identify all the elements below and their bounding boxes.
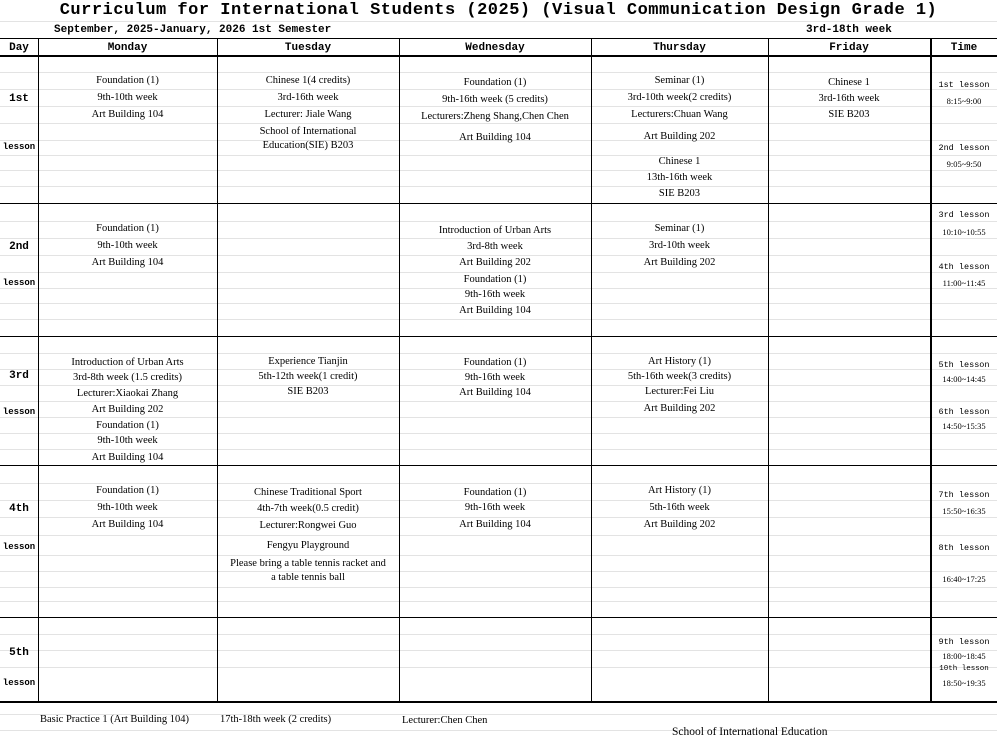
footer-school: School of International Education — [672, 726, 828, 738]
course-cell-mon-2: Foundation (1) 9th-10th week Art Building 104 — [91, 223, 164, 268]
semester-label: September, 2025-January, 2026 1st Semester — [54, 24, 332, 36]
header-day: Day — [9, 42, 29, 54]
row-divider — [0, 203, 997, 204]
header-bottom-border — [0, 55, 997, 57]
time-lesson-label: 4th lesson — [938, 262, 990, 272]
footer-course: Basic Practice 1 (Art Building 104) — [40, 714, 190, 725]
row-divider — [0, 336, 997, 337]
row-divider — [0, 617, 997, 618]
time-lesson-label: 6th lesson — [938, 407, 990, 417]
time-lesson-label: 7th lesson — [938, 490, 990, 500]
course-cell-wed-3: Foundation (1) 9th-16th week Art Building 104 — [459, 357, 531, 398]
lesson-label: lesson — [2, 678, 36, 688]
time-lesson-label: 10th lesson — [939, 665, 989, 673]
course-cell-wed-1: Foundation (1) 9th-16th week (5 credits) Lecturers:Zheng Shang,Chen Chen Art Building 104 — [421, 77, 569, 143]
day-label: 5th — [9, 647, 29, 659]
time-lesson-label: 5th lesson — [938, 360, 990, 370]
course-cell-wed-2: Introduction of Urban Arts 3rd-8th week Art Building 202 Foundation (1) 9th-16th week Art Building 104 — [438, 225, 552, 316]
lesson-label: lesson — [2, 407, 36, 417]
table-top-border — [0, 38, 997, 39]
course-cell-wed-4: Foundation (1) 9th-16th week Art Building 104 — [459, 487, 531, 530]
course-cell-mon-4: Foundation (1) 9th-10th week Art Building 104 — [91, 485, 164, 530]
lesson-label: lesson — [2, 542, 36, 552]
course-cell-thu-2: Seminar (1) 3rd-10th week Art Building 202 — [643, 223, 716, 268]
course-cell-mon-3: Introduction of Urban Arts 3rd-8th week (1.5 credits) Lecturer:Xiaokai Zhang Art Building 202 Foundation (1) 9th-10th week Art Building 104 — [71, 357, 184, 463]
time-range: 14:00~14:45 — [942, 374, 986, 384]
column-divider — [768, 38, 769, 702]
time-range: 11:00~11:45 — [942, 278, 986, 288]
day-label: 1st — [9, 93, 29, 105]
course-cell-mon-1: Foundation (1) 9th-10th week Art Building 104 — [91, 75, 164, 120]
course-cell-thu-3: Art History (1) 5th-16th week(3 credits) Lecturer:Fei Liu Art Building 202 — [627, 356, 732, 414]
time-range: 16:40~17:25 — [942, 574, 986, 584]
lesson-label: lesson — [2, 142, 36, 152]
weeks-label: 3rd-18th week — [806, 24, 892, 36]
footer-weeks: 17th-18th week (2 credits) — [220, 714, 332, 725]
day-label: 4th — [9, 503, 29, 515]
time-range: 18:50~19:35 — [942, 678, 986, 688]
course-cell-thu-4: Art History (1) 5th-16th week Art Building 202 — [643, 485, 716, 530]
header-time: Time — [950, 42, 978, 54]
course-cell-fri-1: Chinese 1 3rd-16th week SIE B203 — [818, 77, 880, 120]
row-divider — [0, 465, 997, 466]
course-cell-tue-1: Chinese 1(4 credits) 3rd-16th week Lecturer: Jiale Wang School of International Education(SIE) B203 — [259, 75, 357, 151]
header-friday: Friday — [829, 42, 869, 54]
time-range: 9:05~9:50 — [946, 159, 982, 169]
column-divider — [930, 38, 932, 702]
course-cell-thu-1: Seminar (1) 3rd-10th week(2 credits) Lecturers:Chuan Wang Art Building 202 Chinese 1 13th-16th week SIE B203 — [627, 75, 732, 199]
header-monday: Monday — [107, 42, 148, 54]
course-cell-tue-3: Experience Tianjin 5th-12th week(1 credit) SIE B203 — [258, 356, 358, 397]
table-bottom-border — [0, 701, 997, 703]
time-lesson-label: 9th lesson — [938, 637, 990, 647]
time-range: 15:50~16:35 — [942, 506, 986, 516]
time-lesson-label: 8th lesson — [938, 543, 990, 553]
time-range: 18:00~18:45 — [942, 651, 986, 661]
day-label: 2nd — [9, 241, 29, 253]
time-range: 14:50~15:35 — [942, 421, 986, 431]
time-range: 10:10~10:55 — [942, 227, 986, 237]
time-lesson-label: 1st lesson — [938, 80, 990, 90]
day-label: 3rd — [9, 370, 29, 382]
lesson-label: lesson — [2, 278, 36, 288]
page-title: Curriculum for International Students (2025) (Visual Communication Design Grade 1) — [59, 1, 938, 20]
header-tuesday: Tuesday — [284, 42, 332, 54]
footer-lecturer: Lecturer:Chen Chen — [402, 715, 488, 726]
time-lesson-label: 2nd lesson — [938, 143, 990, 153]
header-thursday: Thursday — [653, 42, 706, 54]
course-cell-tue-4: Chinese Traditional Sport 4th-7th week(0.5 credit) Lecturer:Rongwei Guo Fengyu Playground Please bring a table tennis racket and a table tennis ball — [230, 487, 386, 583]
header-wednesday: Wednesday — [465, 42, 525, 54]
time-lesson-label: 3rd lesson — [938, 210, 990, 220]
time-range: 8:15~9:00 — [946, 96, 982, 106]
